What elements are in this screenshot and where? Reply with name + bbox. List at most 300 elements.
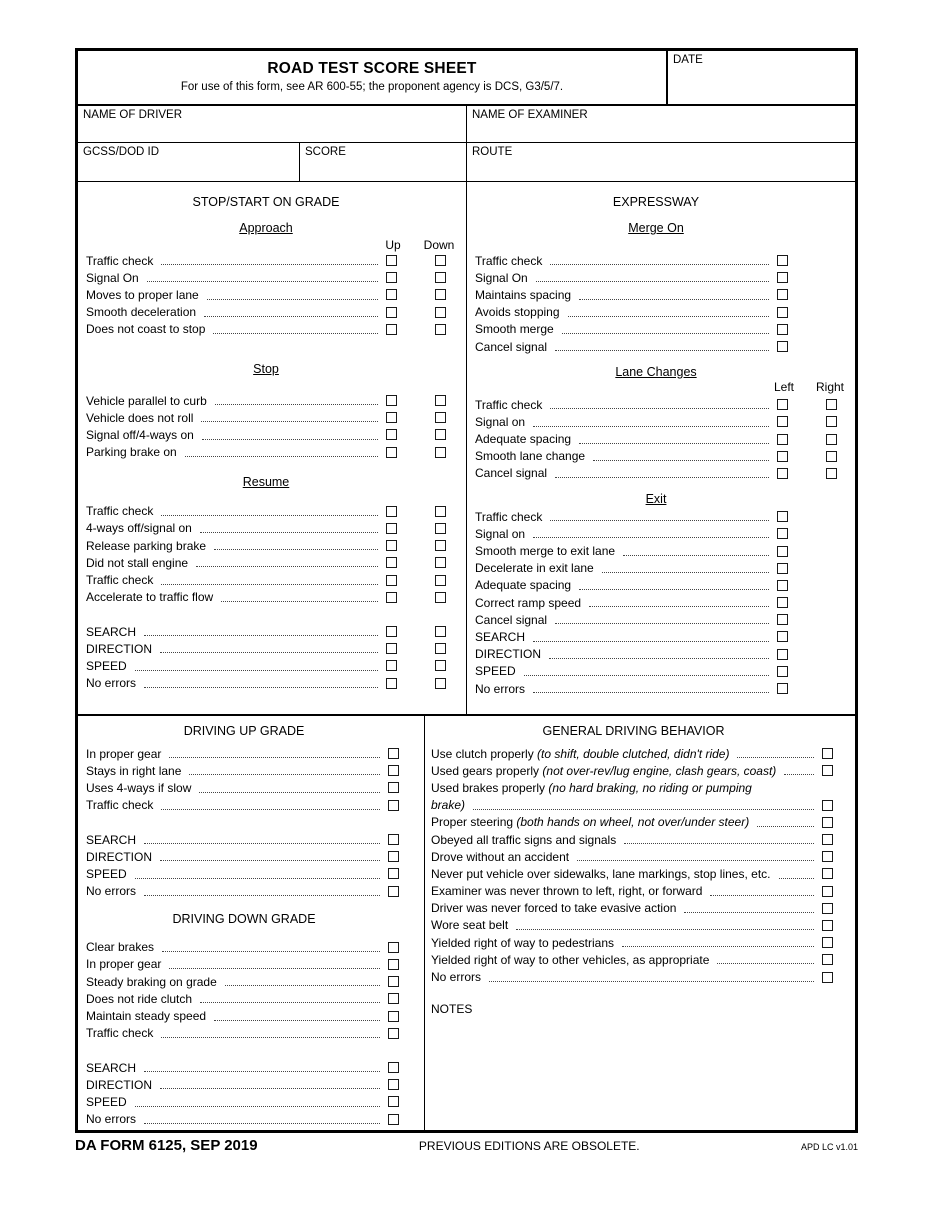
section-stop-start-on-grade bbox=[78, 182, 467, 714]
form-number: DA FORM 6125, SEP 2019 bbox=[75, 1137, 258, 1154]
checkbox[interactable] bbox=[388, 1011, 399, 1022]
checklist-item bbox=[431, 779, 836, 796]
checkbox[interactable] bbox=[388, 748, 399, 759]
item-label: DIRECTION bbox=[86, 1077, 152, 1092]
checkbox[interactable] bbox=[822, 886, 833, 897]
approach-items bbox=[86, 252, 446, 338]
checkbox-down[interactable] bbox=[435, 272, 446, 283]
checkbox-up[interactable] bbox=[386, 447, 397, 458]
item-label: Signal On bbox=[475, 270, 528, 285]
checkbox[interactable] bbox=[777, 580, 788, 591]
dotted-leader bbox=[684, 912, 814, 913]
checkbox-up[interactable] bbox=[386, 523, 397, 534]
subsection-heading-resume: Resume bbox=[242, 474, 290, 489]
dotted-leader bbox=[533, 426, 769, 427]
checkbox[interactable] bbox=[822, 765, 833, 776]
dotted-leader bbox=[161, 809, 380, 810]
dotted-leader bbox=[555, 623, 769, 624]
item-label: Did not stall engine bbox=[86, 555, 189, 570]
item-label: Use clutch properly (to shift, double clutched, didn't ride) bbox=[431, 746, 730, 761]
checkbox-down[interactable] bbox=[435, 289, 446, 300]
dotted-leader bbox=[135, 1106, 380, 1107]
section-general-driving-behavior bbox=[425, 716, 855, 1130]
checkbox-down[interactable] bbox=[435, 506, 446, 517]
dotted-leader bbox=[199, 792, 380, 793]
item-label: Stays in right lane bbox=[86, 763, 182, 778]
checklist-item bbox=[431, 814, 836, 831]
obsolete-notice: PREVIOUS EDITIONS ARE OBSOLETE. bbox=[418, 1139, 640, 1153]
checklist-item bbox=[86, 1007, 402, 1024]
item-label: No errors bbox=[86, 884, 137, 899]
spacer bbox=[86, 814, 402, 831]
checkbox-right[interactable] bbox=[826, 468, 837, 479]
checkbox-up[interactable] bbox=[386, 412, 397, 423]
checkbox[interactable] bbox=[822, 937, 833, 948]
item-label: Traffic check bbox=[86, 573, 154, 588]
checkbox-down[interactable] bbox=[435, 575, 446, 586]
checklist-item bbox=[86, 1076, 402, 1093]
checklist-item bbox=[86, 286, 446, 303]
form-footer bbox=[75, 1137, 858, 1154]
checklist-item bbox=[475, 680, 837, 697]
checkbox[interactable] bbox=[777, 307, 788, 318]
checkbox-down[interactable] bbox=[435, 429, 446, 440]
checkbox[interactable] bbox=[777, 341, 788, 352]
item-label: Yielded right of way to pedestrians bbox=[431, 935, 614, 950]
checkbox-up[interactable] bbox=[386, 660, 397, 671]
column-header-down: Down bbox=[423, 237, 455, 252]
checklist-item bbox=[86, 304, 446, 321]
checklist-item bbox=[475, 396, 837, 413]
item-label: SEARCH bbox=[86, 624, 137, 639]
item-label: Correct ramp speed bbox=[475, 595, 582, 610]
dotted-leader bbox=[579, 589, 769, 590]
dotted-leader bbox=[550, 264, 769, 265]
dotted-leader bbox=[147, 281, 378, 282]
dotted-leader bbox=[579, 443, 769, 444]
item-label: Used gears properly (not over-rev/lug engine, clash gears, coast) bbox=[431, 763, 777, 778]
item-label: Smooth merge bbox=[475, 322, 554, 337]
dotted-leader bbox=[489, 981, 814, 982]
checklist-item bbox=[86, 537, 446, 554]
dotted-leader bbox=[710, 895, 814, 896]
checkbox[interactable] bbox=[822, 954, 833, 965]
dotted-leader bbox=[196, 566, 378, 567]
checkbox[interactable] bbox=[388, 868, 399, 879]
checkbox[interactable] bbox=[777, 683, 788, 694]
score-field[interactable] bbox=[300, 143, 467, 181]
dotted-leader bbox=[215, 404, 378, 405]
item-label: No errors bbox=[86, 676, 137, 691]
checkbox[interactable] bbox=[777, 597, 788, 608]
checkbox-down[interactable] bbox=[435, 678, 446, 689]
dotted-leader bbox=[144, 635, 378, 636]
dotted-leader bbox=[161, 1037, 380, 1038]
checklist-item bbox=[475, 594, 837, 611]
item-label: No errors bbox=[86, 1112, 137, 1127]
checkbox-left[interactable] bbox=[777, 468, 788, 479]
checkbox[interactable] bbox=[777, 563, 788, 574]
checkbox[interactable] bbox=[388, 1096, 399, 1107]
checkbox-up[interactable] bbox=[386, 272, 397, 283]
checklist-item bbox=[86, 973, 402, 990]
checkbox-left[interactable] bbox=[777, 434, 788, 445]
dotted-leader bbox=[568, 316, 769, 317]
checkbox-left[interactable] bbox=[777, 416, 788, 427]
dotted-leader bbox=[161, 584, 378, 585]
checklist-item bbox=[431, 951, 836, 968]
dotted-leader bbox=[160, 1088, 380, 1089]
item-label: Release parking brake bbox=[86, 538, 207, 553]
checkbox[interactable] bbox=[822, 903, 833, 914]
checkbox[interactable] bbox=[822, 851, 833, 862]
item-label: Used brakes properly (no hard braking, no riding or pumping bbox=[431, 780, 752, 795]
dotted-leader bbox=[160, 652, 378, 653]
checklist-item bbox=[431, 797, 836, 814]
item-label: Driver was never forced to take evasive action bbox=[431, 901, 677, 916]
checkbox-up[interactable] bbox=[386, 289, 397, 300]
item-label: Smooth deceleration bbox=[86, 305, 197, 320]
checkbox[interactable] bbox=[388, 834, 399, 845]
checkbox-up[interactable] bbox=[386, 575, 397, 586]
column-header-right: Right bbox=[816, 379, 845, 394]
dotted-leader bbox=[717, 963, 814, 964]
item-label: Cancel signal bbox=[475, 612, 548, 627]
checklist-item bbox=[86, 1025, 402, 1042]
checkbox-left[interactable] bbox=[777, 399, 788, 410]
dotted-leader bbox=[144, 843, 380, 844]
checkbox-down[interactable] bbox=[435, 592, 446, 603]
dotted-leader bbox=[784, 774, 814, 775]
item-label: Moves to proper lane bbox=[86, 287, 199, 302]
checkbox[interactable] bbox=[388, 1028, 399, 1039]
main-top-area bbox=[78, 182, 855, 716]
item-label: Maintains spacing bbox=[475, 287, 572, 302]
checkbox[interactable] bbox=[777, 649, 788, 660]
dotted-leader bbox=[214, 549, 378, 550]
score-label: SCORE bbox=[305, 146, 346, 158]
section-title-driving-up-grade: DRIVING UP GRADE bbox=[183, 724, 305, 738]
dotted-leader bbox=[737, 757, 814, 758]
checkbox-down[interactable] bbox=[435, 557, 446, 568]
checkbox[interactable] bbox=[777, 631, 788, 642]
checkbox-down[interactable] bbox=[435, 540, 446, 551]
item-label: SEARCH bbox=[86, 832, 137, 847]
driving-down-grade-items bbox=[86, 939, 402, 1128]
checkbox-right[interactable] bbox=[826, 451, 837, 462]
checklist-item bbox=[431, 831, 836, 848]
checkbox-down[interactable] bbox=[435, 395, 446, 406]
dotted-leader bbox=[207, 299, 378, 300]
item-label: Cancel signal bbox=[475, 466, 548, 481]
item-label: Wore seat belt bbox=[431, 918, 509, 933]
checklist-item bbox=[86, 883, 402, 900]
checklist-item bbox=[86, 745, 402, 762]
item-label: Parking brake on bbox=[86, 445, 177, 460]
dotted-leader bbox=[602, 572, 769, 573]
checkbox[interactable] bbox=[777, 546, 788, 557]
checklist-item bbox=[86, 956, 402, 973]
checklist-item bbox=[86, 503, 446, 520]
checklist-item bbox=[475, 577, 837, 594]
dotted-leader bbox=[577, 860, 814, 861]
checklist-item bbox=[86, 269, 446, 286]
dotted-leader bbox=[213, 333, 378, 334]
item-label: Traffic check bbox=[86, 798, 154, 813]
checkbox-up[interactable] bbox=[386, 506, 397, 517]
checkbox[interactable] bbox=[388, 1079, 399, 1090]
checkbox-down[interactable] bbox=[435, 255, 446, 266]
dotted-leader bbox=[200, 1002, 380, 1003]
checkbox-up[interactable] bbox=[386, 429, 397, 440]
checklist-item bbox=[475, 286, 837, 303]
checklist-item bbox=[431, 934, 836, 951]
checkbox[interactable] bbox=[822, 868, 833, 879]
checklist-item bbox=[86, 939, 402, 956]
form-version: APD LC v1.01 bbox=[800, 1142, 858, 1152]
item-label: SEARCH bbox=[475, 629, 526, 644]
checkbox[interactable] bbox=[388, 800, 399, 811]
dotted-leader bbox=[144, 1123, 380, 1124]
checkbox[interactable] bbox=[388, 959, 399, 970]
checkbox[interactable] bbox=[777, 272, 788, 283]
dotted-leader bbox=[144, 687, 378, 688]
item-label: Maintain steady speed bbox=[86, 1009, 207, 1024]
checklist-item bbox=[475, 525, 837, 542]
checklist-item bbox=[431, 762, 836, 779]
checklist-item bbox=[86, 831, 402, 848]
item-label: SEARCH bbox=[86, 1060, 137, 1075]
section-title: GENERAL DRIVING BEHAVIOR bbox=[542, 724, 725, 738]
checkbox-up[interactable] bbox=[386, 557, 397, 568]
spacer bbox=[86, 606, 446, 623]
checklist-item bbox=[475, 431, 837, 448]
checkbox[interactable] bbox=[388, 976, 399, 987]
stop-items bbox=[86, 392, 446, 461]
notes-field[interactable] bbox=[431, 1016, 836, 1130]
checkbox[interactable] bbox=[822, 972, 833, 983]
checklist-item bbox=[86, 1059, 402, 1076]
form-header-row bbox=[78, 51, 855, 106]
item-label: SPEED bbox=[475, 664, 516, 679]
item-label: DIRECTION bbox=[475, 647, 541, 662]
checkbox[interactable] bbox=[777, 255, 788, 266]
checkbox[interactable] bbox=[822, 834, 833, 845]
checklist-item bbox=[86, 409, 446, 426]
dotted-leader bbox=[473, 809, 814, 810]
dotted-leader bbox=[779, 878, 815, 879]
item-label: Signal On bbox=[86, 270, 139, 285]
checklist-item bbox=[86, 657, 446, 674]
checklist-item bbox=[475, 560, 837, 577]
item-label: In proper gear bbox=[86, 746, 162, 761]
dotted-leader bbox=[516, 929, 814, 930]
checklist-item bbox=[86, 762, 402, 779]
item-label: 4-ways off/signal on bbox=[86, 521, 192, 536]
checklist-item bbox=[86, 571, 446, 588]
item-label: Decelerate in exit lane bbox=[475, 561, 594, 576]
column-header-up: Up bbox=[385, 237, 401, 252]
dotted-leader bbox=[135, 878, 380, 879]
item-label: Traffic check bbox=[475, 509, 543, 524]
route-label: ROUTE bbox=[472, 146, 513, 158]
checkbox-right[interactable] bbox=[826, 434, 837, 445]
item-label: brake) bbox=[431, 798, 466, 813]
checkbox-down[interactable] bbox=[435, 643, 446, 654]
item-label: Examiner was never thrown to left, right, or forward bbox=[431, 884, 703, 899]
item-label: Adequate spacing bbox=[475, 578, 572, 593]
subsection-heading-lane-changes: Lane Changes bbox=[615, 365, 697, 380]
section-expressway bbox=[467, 182, 855, 714]
dotted-leader bbox=[524, 675, 769, 676]
item-label: Proper steering (both hands on wheel, not over/under steer) bbox=[431, 815, 750, 830]
checklist-item bbox=[86, 865, 402, 882]
checkbox-down[interactable] bbox=[435, 660, 446, 671]
checkbox[interactable] bbox=[388, 886, 399, 897]
dotted-leader bbox=[533, 692, 769, 693]
checkbox[interactable] bbox=[777, 289, 788, 300]
checkbox[interactable] bbox=[388, 782, 399, 793]
item-label: Obeyed all traffic signs and signals bbox=[431, 832, 617, 847]
checkbox[interactable] bbox=[388, 1062, 399, 1073]
checklist-item bbox=[475, 611, 837, 628]
checkbox[interactable] bbox=[777, 666, 788, 677]
checkbox[interactable] bbox=[822, 800, 833, 811]
dotted-leader bbox=[144, 1071, 380, 1072]
date-label: DATE bbox=[673, 54, 703, 66]
item-label: DIRECTION bbox=[86, 641, 152, 656]
checkbox-down[interactable] bbox=[435, 307, 446, 318]
item-label: Vehicle does not roll bbox=[86, 410, 194, 425]
checklist-item bbox=[86, 252, 446, 269]
checkbox-up[interactable] bbox=[386, 307, 397, 318]
item-label: Traffic check bbox=[475, 253, 543, 268]
dotted-leader bbox=[169, 968, 380, 969]
checkbox[interactable] bbox=[777, 614, 788, 625]
checklist-item bbox=[475, 448, 837, 465]
checklist-item bbox=[431, 745, 836, 762]
lane-changes-items bbox=[475, 396, 837, 482]
exit-items bbox=[475, 508, 837, 697]
checkbox-up[interactable] bbox=[386, 678, 397, 689]
checklist-item bbox=[475, 628, 837, 645]
gcss-dod-id-field[interactable] bbox=[78, 143, 300, 181]
checkbox-right[interactable] bbox=[826, 416, 837, 427]
checkbox-up[interactable] bbox=[386, 626, 397, 637]
checkbox-down[interactable] bbox=[435, 447, 446, 458]
checklist-item bbox=[86, 1111, 402, 1128]
checklist-item bbox=[86, 321, 446, 338]
checkbox-up[interactable] bbox=[386, 592, 397, 603]
dotted-leader bbox=[189, 774, 380, 775]
dotted-leader bbox=[555, 350, 769, 351]
spacer bbox=[86, 1042, 402, 1059]
section-title: EXPRESSWAY bbox=[612, 195, 700, 209]
item-label: Signal on bbox=[475, 414, 526, 429]
item-label: Uses 4-ways if slow bbox=[86, 780, 192, 795]
checkbox-down[interactable] bbox=[435, 412, 446, 423]
resume-items bbox=[86, 503, 446, 692]
checkbox[interactable] bbox=[822, 748, 833, 759]
item-label: Signal on bbox=[475, 526, 526, 541]
checkbox[interactable] bbox=[777, 324, 788, 335]
checklist-item bbox=[431, 865, 836, 882]
item-label: Adequate spacing bbox=[475, 432, 572, 447]
item-label: SPEED bbox=[86, 1094, 127, 1109]
checkbox-up[interactable] bbox=[386, 255, 397, 266]
checklist-item bbox=[431, 900, 836, 917]
dotted-leader bbox=[533, 641, 769, 642]
item-label: Clear brakes bbox=[86, 940, 155, 955]
checklist-item bbox=[475, 269, 837, 286]
dotted-leader bbox=[201, 421, 378, 422]
subsection-heading-exit: Exit bbox=[645, 492, 667, 507]
checklist-item bbox=[431, 968, 836, 985]
checkbox-down[interactable] bbox=[435, 523, 446, 534]
dotted-leader bbox=[135, 670, 378, 671]
checkbox[interactable] bbox=[822, 817, 833, 828]
item-label: Cancel signal bbox=[475, 339, 548, 354]
checkbox[interactable] bbox=[822, 920, 833, 931]
checkbox-up[interactable] bbox=[386, 324, 397, 335]
item-label: SPEED bbox=[86, 658, 127, 673]
checklist-item bbox=[86, 392, 446, 409]
checkbox-down[interactable] bbox=[435, 626, 446, 637]
subsection-heading-stop: Stop bbox=[253, 361, 279, 376]
dotted-leader bbox=[144, 895, 380, 896]
checkbox[interactable] bbox=[388, 942, 399, 953]
checkbox-right[interactable] bbox=[826, 399, 837, 410]
checkbox[interactable] bbox=[777, 528, 788, 539]
checkbox[interactable] bbox=[388, 851, 399, 862]
checklist-item bbox=[86, 640, 446, 657]
checkbox[interactable] bbox=[388, 765, 399, 776]
checklist-item bbox=[86, 797, 402, 814]
name-of-driver-field[interactable] bbox=[78, 106, 467, 142]
dotted-leader bbox=[221, 601, 378, 602]
checklist-item bbox=[86, 675, 446, 692]
checkbox-up[interactable] bbox=[386, 643, 397, 654]
dotted-leader bbox=[202, 439, 378, 440]
subsection-heading-approach: Approach bbox=[239, 221, 293, 235]
checkbox-left[interactable] bbox=[777, 451, 788, 462]
dotted-leader bbox=[555, 477, 769, 478]
checkbox[interactable] bbox=[388, 993, 399, 1004]
route-field[interactable] bbox=[467, 143, 855, 181]
checklist-item bbox=[86, 589, 446, 606]
checkbox-up[interactable] bbox=[386, 395, 397, 406]
column-header-left: Left bbox=[774, 379, 795, 394]
name-of-examiner-field[interactable] bbox=[467, 106, 855, 142]
item-label: Traffic check bbox=[86, 1026, 154, 1041]
dotted-leader bbox=[185, 456, 378, 457]
checklist-item bbox=[86, 990, 402, 1007]
dotted-leader bbox=[214, 1020, 380, 1021]
checkbox[interactable] bbox=[777, 511, 788, 522]
item-label: SPEED bbox=[86, 866, 127, 881]
checklist-item bbox=[86, 1093, 402, 1110]
date-field[interactable] bbox=[668, 51, 855, 104]
checklist-item bbox=[475, 542, 837, 559]
dotted-leader bbox=[161, 515, 378, 516]
driving-up-grade-items bbox=[86, 745, 402, 900]
checklist-item bbox=[431, 917, 836, 934]
dotted-leader bbox=[161, 264, 378, 265]
id-score-route-row bbox=[78, 143, 855, 182]
checkbox[interactable] bbox=[388, 1114, 399, 1125]
checkbox-up[interactable] bbox=[386, 540, 397, 551]
checkbox-down[interactable] bbox=[435, 324, 446, 335]
